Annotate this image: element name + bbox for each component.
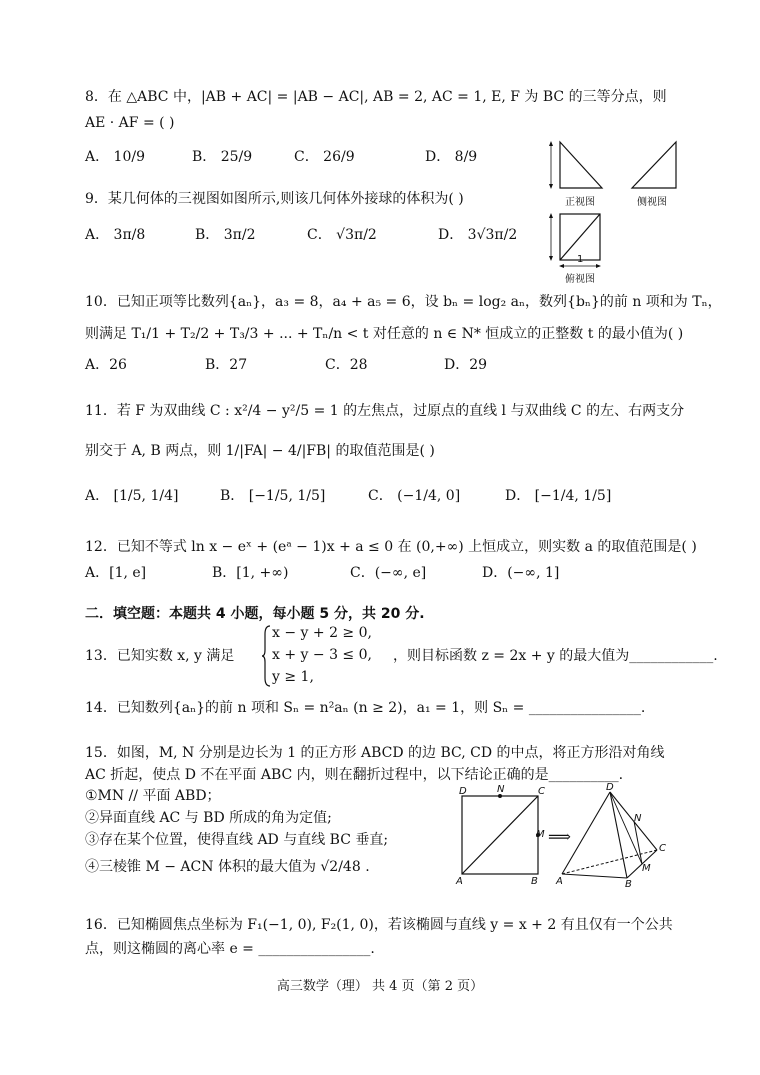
q10-option-c: C．28	[325, 357, 368, 373]
diagonal-ac	[462, 796, 538, 874]
q8-line1: 8．在 △ABC 中，|AB + AC| = |AB − AC|, AB = 2, AC = 1, E, F 为 BC 的三等分点，则	[85, 89, 667, 105]
side-view-label: 侧视图	[637, 197, 667, 208]
q10-line1: 10．已知正项等比数列{aₙ}，a₃ = 8，a₄ + a₅ = 6，设 bₙ = log₂ aₙ，数列{bₙ}的前 n 项和为 Tₙ，	[85, 294, 722, 310]
front-view-triangle	[560, 142, 602, 188]
q16-line1: 16．已知椭圆焦点坐标为 F₁(−1, 0), F₂(1, 0)，若该椭圆与直线 y = x + 2 有且仅有一个公共	[85, 917, 673, 933]
q11-line1: 11．若 F 为双曲线 C : x²/4 − y²/5 = 1 的左焦点，过原点的直线 l 与双曲线 C 的左、右两支分	[85, 403, 685, 419]
q12-option-c: C．(−∞, e]	[350, 565, 427, 581]
q8-option-a: A． 10/9	[85, 149, 145, 165]
label-d-folded: D	[606, 782, 614, 793]
q11-option-c: C． (−1/4, 0]	[368, 488, 461, 504]
q8-line2: AE · AF = ( )	[85, 115, 175, 131]
label-m-folded: M	[642, 863, 651, 874]
brace-symbol	[262, 624, 272, 688]
label-m-flat: M	[536, 829, 545, 840]
q9-option-a: A． 3π/8	[85, 227, 146, 243]
q13-prefix: 13．已知实数 x, y 满足	[85, 648, 235, 664]
q12-line1: 12．已知不等式 ln x − eˣ + (eᵃ − 1)x + a ≤ 0 在 (0,+∞) 上恒成立，则实数 a 的取值范围是( )	[85, 539, 697, 555]
q10-option-b: B．27	[205, 357, 248, 373]
front-view-label: 正视图	[565, 197, 595, 208]
label-b-flat: B	[531, 876, 538, 887]
label-b-folded: B	[625, 879, 632, 890]
q16-line2: 点，则这椭圆的离心率 e = ________________.	[85, 941, 375, 957]
q11-option-d: D． [−1/4, 1/5]	[505, 488, 612, 504]
q8-option-b: B． 25/9	[192, 149, 253, 165]
q15-statement-3: ③存在某个位置，使得直线 AD 与直线 BC 垂直;	[85, 832, 389, 848]
q12-option-a: A．[1, e]	[85, 565, 147, 581]
q9-option-d: D． 3√3π/2	[438, 227, 518, 243]
q8-option-d: D． 8/9	[425, 149, 478, 165]
q13-suffix: ，则目标函数 z = 2x + y 的最大值为____________.	[393, 648, 718, 664]
q14-line1: 14．已知数列{aₙ}的前 n 项和 Sₙ = n²aₙ (n ≥ 2)，a₁ = 1，则 Sₙ = ________________.	[85, 700, 646, 716]
label-c-folded: C	[659, 843, 666, 854]
q12-option-b: B．[1, +∞)	[212, 565, 289, 581]
label-a-flat: A	[456, 876, 463, 887]
q15-statement-1: ①MN // 平面 ABD；	[85, 788, 221, 804]
section-2-heading: 二．填空题：本题共 4 小题，每小题 5 分，共 20 分.	[85, 606, 425, 622]
label-d-flat: D	[459, 786, 467, 797]
q9-option-c: C． √3π/2	[307, 227, 377, 243]
q12-option-d: D．(−∞, 1]	[482, 565, 560, 581]
q15-line2: AC 折起，使点 D 不在平面 ABC 内，则在翻折过程中，以下结论正确的是__________.	[85, 767, 624, 783]
q15-statement-4: ④三棱锥 M − ACN 体积的最大值为 √2/48 .	[85, 859, 370, 875]
label-n-folded: N	[634, 813, 642, 824]
q11-line2: 别交于 A, B 两点，则 1/|FA| − 4/|FB| 的取值范围是( )	[85, 443, 435, 459]
q10-option-d: D．29	[444, 357, 488, 373]
q9-option-b: B． 3π/2	[195, 227, 256, 243]
page-footer: 高三数学（理） 共 4 页（第 2 页）	[276, 979, 484, 994]
q15-line1: 15．如图，M, N 分别是边长为 1 的正方形 ABCD 的边 BC, CD 的中点，将正方形沿对角线	[85, 745, 665, 761]
q11-option-b: B． [−1/5, 1/5]	[220, 488, 326, 504]
q8-option-c: C． 26/9	[294, 149, 355, 165]
q10-line2: 则满足 T₁/1 + T₂/2 + T₃/3 + ... + Tₙ/n < t 对任意的 n ∈ N* 恒成立的正整数 t 的最小值为( )	[85, 326, 684, 342]
label-n-flat: N	[497, 784, 505, 795]
q9-line1: 9．某几何体的三视图如图所示,则该几何体外接球的体积为( )	[85, 191, 464, 207]
q13-constraint-1: x − y + 2 ≥ 0,	[272, 625, 372, 641]
label-a-folded: A	[556, 876, 563, 887]
q13-constraint-3: y ≥ 1,	[272, 669, 314, 685]
dimension-label: 1	[577, 254, 584, 265]
label-c-flat: C	[538, 786, 545, 797]
fold-arrow-icon: ⟹	[548, 827, 571, 846]
q13-constraint-2: x + y − 3 ≤ 0,	[272, 647, 372, 663]
side-view-triangle	[632, 142, 676, 188]
three-view-figure	[540, 138, 710, 286]
top-view-label: 俯视图	[565, 274, 595, 285]
q11-option-a: A． [1/5, 1/4]	[85, 488, 179, 504]
q15-statement-2: ②异面直线 AC 与 BD 所成的角为定值;	[85, 810, 332, 826]
q10-option-a: A．26	[85, 357, 127, 373]
